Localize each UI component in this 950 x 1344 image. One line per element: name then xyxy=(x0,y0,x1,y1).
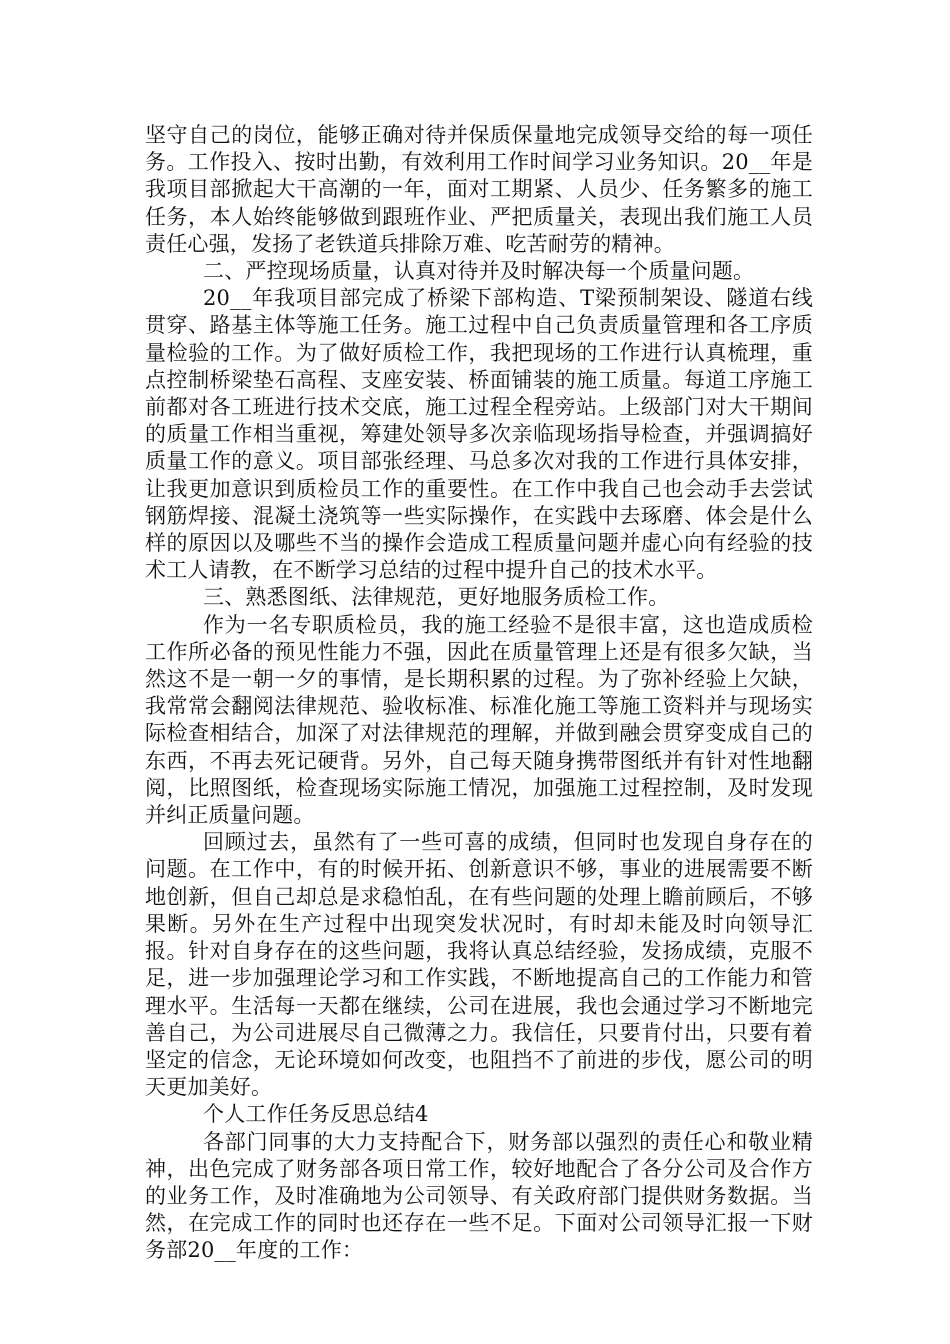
paragraph-quality-work: 20__年我项目部完成了桥梁下部构造、T梁预制架设、隧道右线贯穿、路基主体等施工任务。施工过程中自己负责质量管理和各工序质量检验的工作。为了做好质检工作，我把现场的工作进行认真梳理，重点控制桥梁垫石高程、支座安装、桥面铺装的施工质量。每道工序施工前都对各工班进行技术交底，施工过程全程旁站。上级部门对大干期间的质量工作相当重视，筹建处领导多次亲临现场指导检查，并强调搞好质量工作的意义。项目部张经理、马总多次对我的工作进行具体安排，让我更加意识到质检员工作的重要性。在工作中我自己也会动手去尝试钢筋焊接、混凝土浇筑等一些实际操作，在实践中去琢磨、体会是什么样的原因以及哪些不当的操作会造成工程质量问题并虚心向有经验的技术工人请教，在不断学习总结的过程中提升自己的技术水平。 xyxy=(145,286,813,583)
paragraph-finance-intro: 各部门同事的大力支持配合下，财务部以强烈的责任心和敬业精神，出色完成了财务部各项日常工作，较好地配合了各分公司及合作方的业务工作，及时准确地为公司领导、有关政府部门提供财务数据。当然，在完成工作的同时也还存在一些不足。下面对公司领导汇报一下财务部20__年度的工作： xyxy=(145,1129,813,1263)
paragraph-review: 回顾过去，虽然有了一些可喜的成绩，但同时也发现自身存在的问题。在工作中，有的时候开拓、创新意识不够，事业的进展需要不断地创新，但自己却总是求稳怕乱，在有些问题的处理上瞻前顾后，不够果断。另外在生产过程中出现突发状况时，有时却未能及时向领导汇报。针对自身存在的这些问题，我将认真总结经验，发扬成绩，克服不足，进一步加强理论学习和工作实践，不断地提高自己的工作能力和管理水平。生活每一天都在继续，公司在进展，我也会通过学习不断地完善自己，为公司进展尽自己微薄之力。我信任，只要肯付出，只要有着坚定的信念，无论环境如何改变，也阻挡不了前进的步伐，愿公司的明天更加美好。 xyxy=(145,830,813,1100)
paragraph-continuation: 坚守自己的岗位，能够正确对待并保质保量地完成领导交给的每一项任务。工作投入、按时出勤，有效利用工作时间学习业务知识。20__年是我项目部掀起大干高潮的一年，面对工期紧、人员少、任务繁多的施工任务，本人始终能够做到跟班作业、严把质量关，表现出我们施工人员责任心强，发扬了老铁道兵排除万难、吃苦耐劳的精神。 xyxy=(145,123,813,256)
section-heading-quality-control: 二、严控现场质量，认真对待并及时解决每一个质量问题。 xyxy=(203,259,755,284)
section-heading-drawings-regulations: 三、熟悉图纸、法律规范，更好地服务质检工作。 xyxy=(203,585,670,610)
document-body xyxy=(145,122,813,1265)
article-title: 个人工作任务反思总结4 xyxy=(203,1102,429,1127)
paragraph-experience: 作为一名专职质检员，我的施工经验不是很丰富，这也造成质检工作所必备的预见性能力不强，因此在质量管理上还是有很多欠缺，当然这不是一朝一夕的事情，是长期积累的过程。为了弥补经验上欠缺，我常常会翻阅法律规范、验收标准、标准化施工等施工资料并与现场实际检查相结合，加深了对法律规范的理解，并做到融会贯穿变成自己的东西，不再去死记硬背。另外，自己每天随身携带图纸并有针对性地翻阅，比照图纸，检查现场实际施工情况，加强施工过程控制，及时发现并纠正质量问题。 xyxy=(145,612,813,828)
